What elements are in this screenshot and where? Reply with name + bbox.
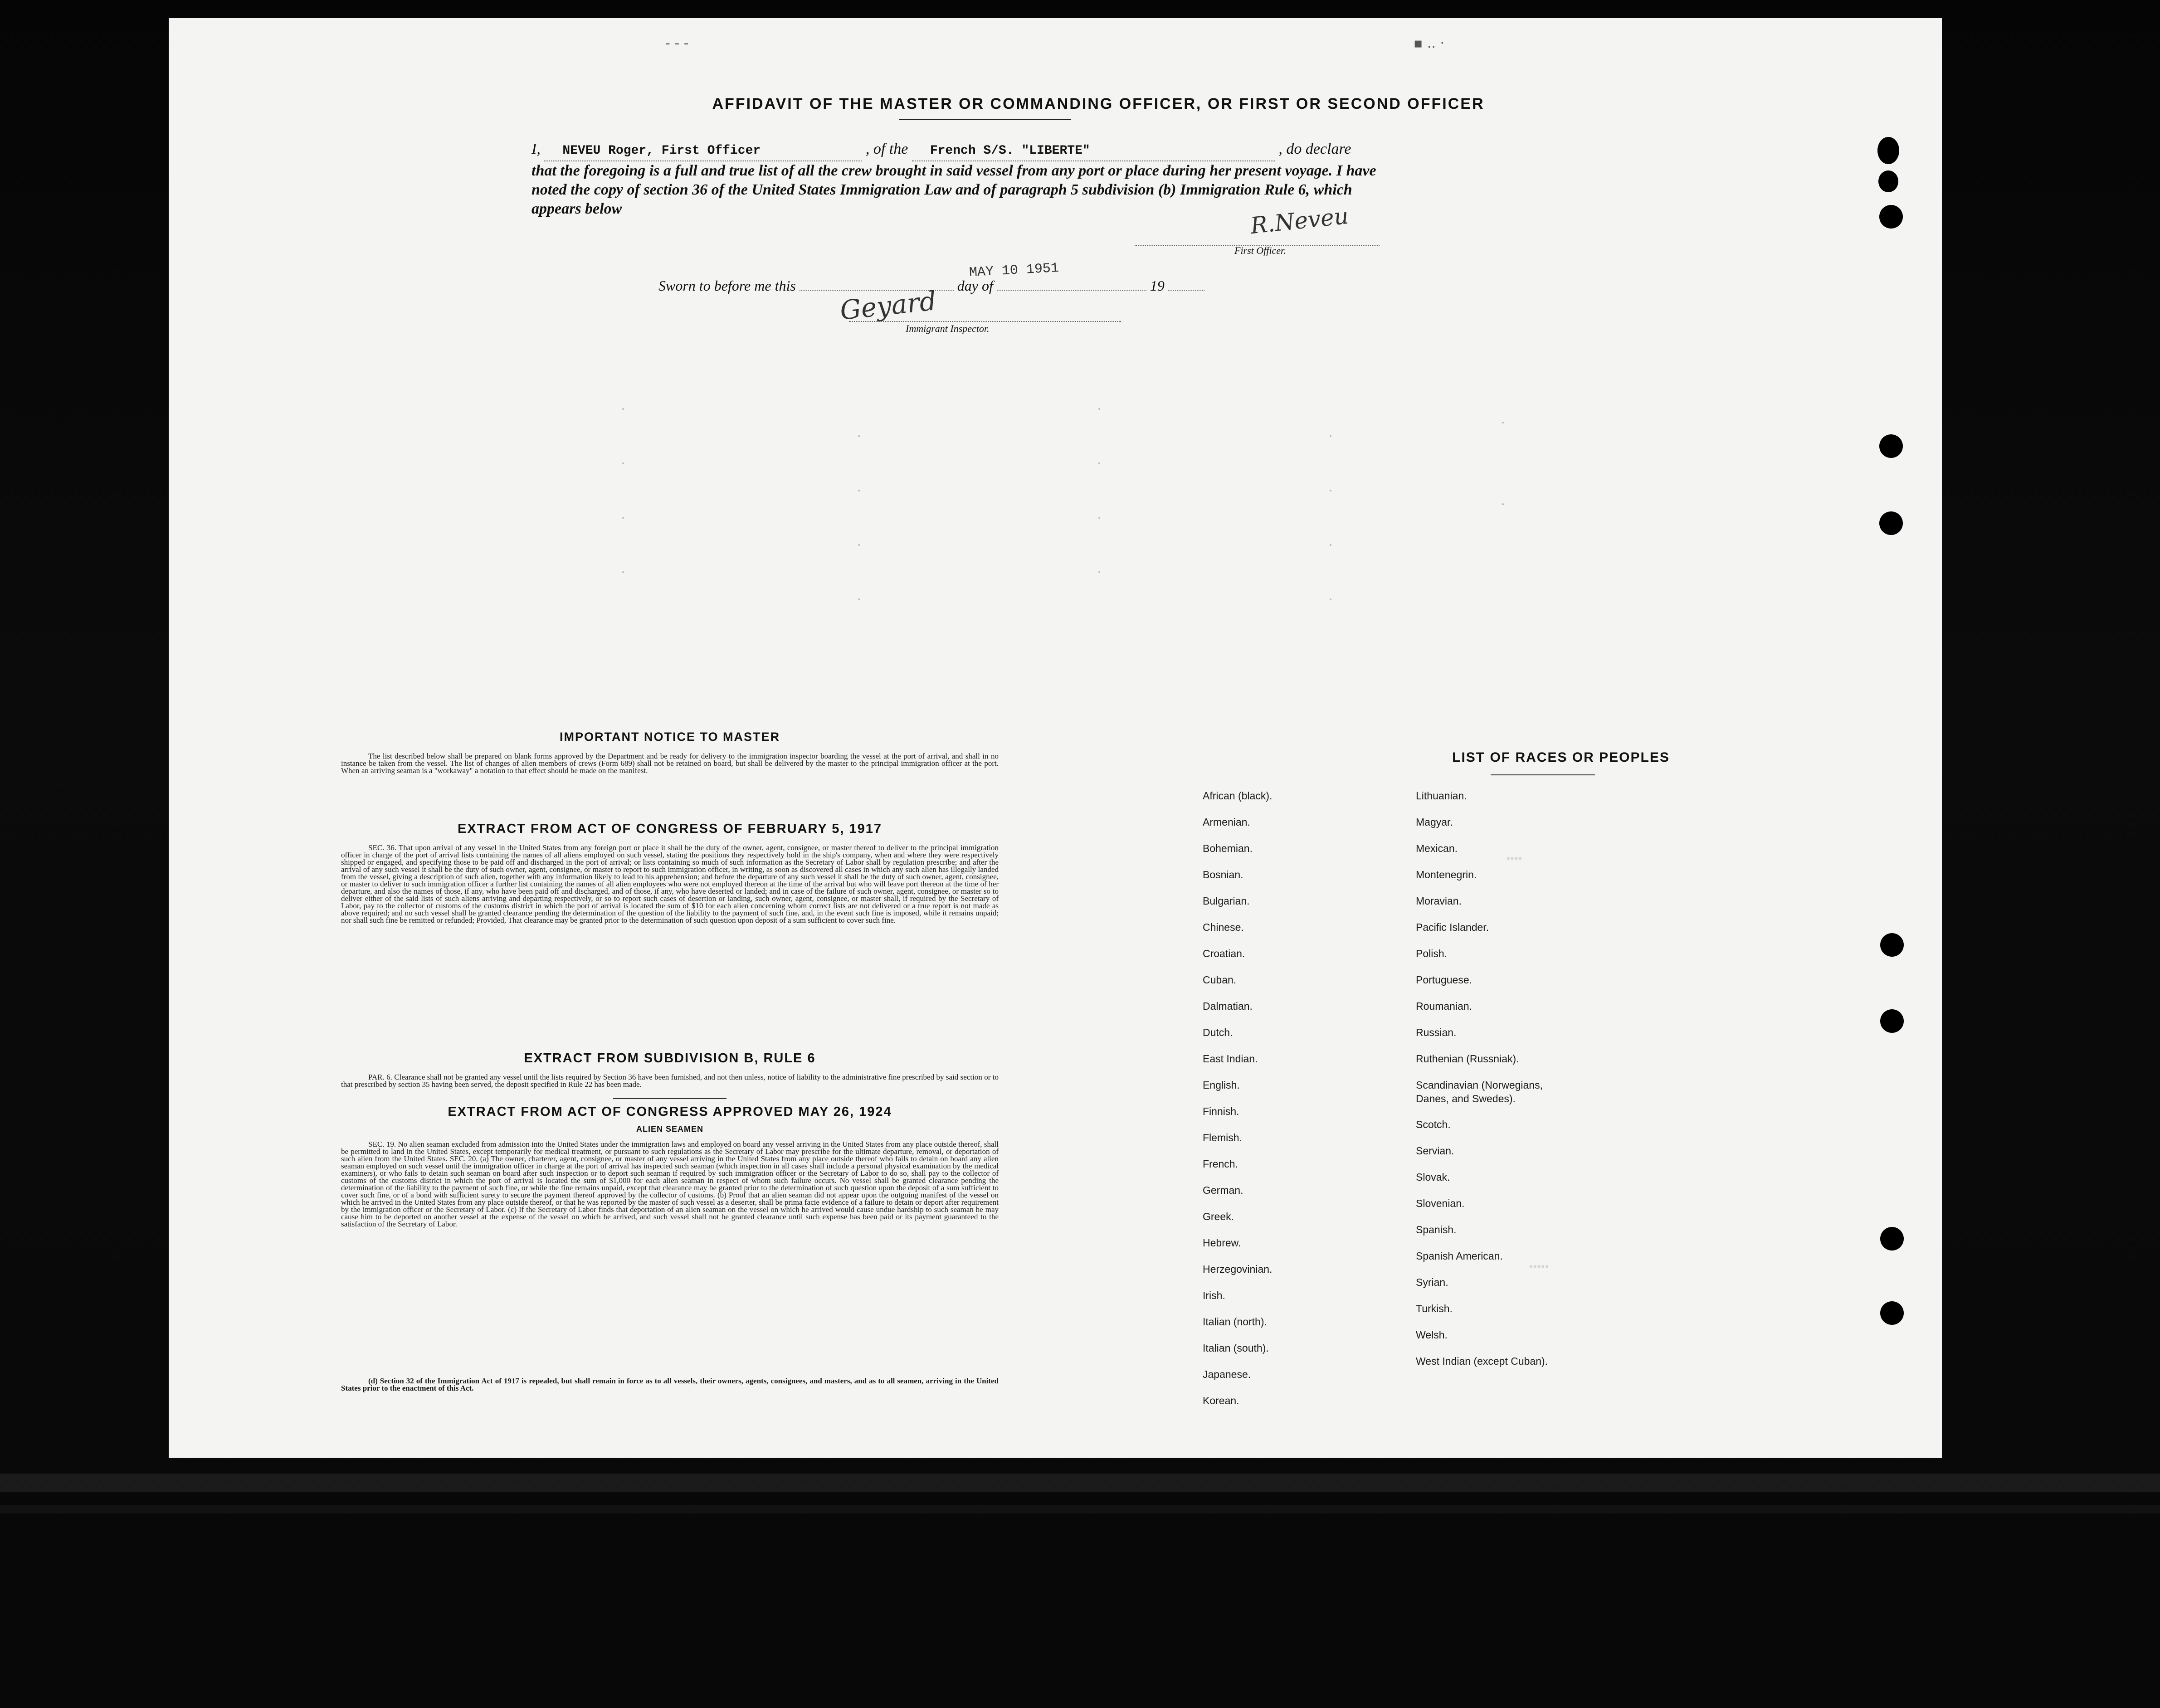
race-entry: Italian (north). [1203,1316,1267,1328]
race-entry: Flemish. [1203,1132,1242,1144]
race-entry: Korean. [1203,1395,1239,1406]
extract-1924-closing: (d) Section 32 of the Immigration Act of 1917 is repealed, but shall remain in force as to all vessels, their owners, agents, consignees, and masters, and as to all seamen, arriving in the United States prior to the enactment of this Act. [341,1377,999,1392]
race-entry: Spanish. [1416,1224,1457,1236]
races-underline [1491,774,1595,775]
film-band [0,1505,2160,1513]
race-entry: Herzegovinian. [1203,1263,1273,1275]
race-entry: Servian. [1416,1145,1454,1157]
affidavit-mid: , of the [865,141,908,157]
race-entry: Bulgarian. [1203,895,1250,907]
bleed-through-text: ▪▪▪▪ [1507,852,1523,864]
race-entry: Polish. [1416,948,1448,959]
race-entry: Scotch. [1416,1119,1451,1130]
notice-title: IMPORTANT NOTICE TO MASTER [560,730,780,744]
race-entry: Scandinavian (Norwegians, Danes, and Swedes). [1416,1079,1543,1105]
race-entry: Armenian. [1203,816,1250,828]
affidavit-suffix: , do declare [1278,141,1351,157]
officer-name-field: NEVEU Roger, First Officer [544,141,862,161]
punch-hole [1880,1227,1904,1251]
punch-hole [1879,511,1903,535]
race-entry: East Indian. [1203,1053,1258,1065]
punch-hole [1878,170,1898,192]
race-entry: Chinese. [1203,921,1244,933]
race-entry: Cuban. [1203,974,1237,986]
race-entry: Dalmatian. [1203,1000,1253,1012]
affidavit-prefix: I, [531,141,541,157]
race-entry: Lithuanian. [1416,790,1467,802]
race-entry: Moravian. [1416,895,1462,907]
punch-hole [1879,434,1903,458]
inspector-signature: Geyard [839,285,938,326]
race-entry: Mexican. [1416,842,1458,854]
affidavit-body [531,140,1380,219]
race-entry: Dutch. [1203,1027,1233,1038]
extract-1924-body: SEC. 19. No alien seaman excluded from admission into the United States under the immigration laws and employed on board any vessel arriving in the United States from any place outside thereof, shall be permitted to land in the United States, except temporarily for medical treatment, or pursuant to such regulations as the Secretary of Labor may prescribe for the ultimate departure, removal, or deportation of such alien from the United States. SEC. 20. (a) The owner, charterer, agent, consignee, or master of any vessel arriving in the United States from any place outside thereof who fails to detain on board any alien seaman employed on such vessel until the immigration officer in charge at the port of arrival has inspected such seaman (which inspection in all cases shall include a personal physical examination by the medical examiners), or who fails to detain such seaman on board after such inspection or to deport such seaman if required by such immigration officer or the Secretary of Labor to do so, shall pay to the collector of customs of the customs district in which the port of arrival is located the sum of $1,000 for each alien seaman in respect of whom such failure occurs. No vessel shall be granted clearance pending the determination of the liability to the payment of such fine, or while the fine remains unpaid, except that clearance may be granted prior to the determination of such question upon the deposit of a sum sufficient to cover such fine, or of a bond with sufficient surety to secure the payment thereof approved by the collector of customs. (b) Proof that an alien seaman did not appear upon the outgoing manifest of the vessel on which he arrived in the United States from any place outside thereof, or that he was reported by the master of such vessel as a deserter, shall be prima facie evidence of a failure to detain or deport after requirement by the immigration officer or the Secretary of Labor. (c) If the Secretary of Labor finds that deportation of an alien seaman on the vessel on which he arrived would cause undue hardship to such seaman he may cause him to be deported on another vessel at the expense of the vessel on which he arrived, and such vessel shall not be granted clearance until such expense has been paid or its payment guaranteed to the satisfaction of the Secretary of Labor. [341,1140,999,1228]
month-blank [997,290,1146,291]
vessel-name-field: French S/S. "LIBERTE" [912,141,1275,161]
day-of-text: day of [957,277,993,294]
extract-1924-subtitle: ALIEN SEAMEN [636,1124,703,1134]
affidavit-title: AFFIDAVIT OF THE MASTER OR COMMANDING OFFICER, OR FIRST OR SECOND OFFICER [712,95,1485,112]
race-entry: Turkish. [1416,1303,1453,1314]
year-blank [1168,290,1204,291]
race-entry: Bohemian. [1203,842,1253,854]
document-sheet [169,18,1942,1458]
race-entry: Japanese. [1203,1368,1251,1380]
title-underline [899,119,1071,120]
bleed-through-text: ▪▪▪▪▪ [1529,1260,1549,1272]
race-entry: African (black). [1203,790,1273,802]
race-entry: Irish. [1203,1290,1225,1301]
punch-hole [1880,1301,1904,1325]
notice-body: The list described below shall be prepared on blank forms approved by the Department and be ready for delivery to the immigration inspector boarding the vessel at the port of arrival, and shall in no instance be taken from the vessel. The list of changes of alien members of crews (Form 689) shall not be retained on board, but shall be delivered by the master to the principal immigration officer at the port. When an arriving seaman is a "workaway" a notation to that effect should be made on the manifest. [341,752,999,775]
punch-hole [1879,205,1903,229]
inspector-line [849,321,1121,322]
race-entry: Pacific Islander. [1416,921,1489,933]
race-entry: English. [1203,1079,1240,1091]
scan-mark: - - - [665,35,689,51]
race-entry: Ruthenian (Russniak). [1416,1053,1519,1065]
sworn-line [658,277,1384,294]
subdivision-title: EXTRACT FROM SUBDIVISION B, RULE 6 [524,1051,816,1066]
race-entry: West Indian (except Cuban). [1416,1355,1548,1367]
race-entry: Welsh. [1416,1329,1448,1341]
punch-hole [1877,137,1899,164]
race-entry: Slovenian. [1416,1197,1465,1209]
officer-label: First Officer. [1234,245,1286,256]
race-entry: Spanish American. [1416,1250,1503,1262]
race-entry: Finnish. [1203,1105,1239,1117]
race-entry: Slovak. [1416,1171,1450,1183]
race-entry: Roumanian. [1416,1000,1473,1012]
subdivision-body: PAR. 6. Clearance shall not be granted any vessel until the lists required by Section 36 have been furnished, and not then unless, notice of liability to the administrative fine prescribed by said section or to that prescribed by section 35 having been served, the deposit specified in Rule 22 has been made. [341,1073,999,1089]
extract-1917-body: SEC. 36. That upon arrival of any vessel in the United States from any foreign port or place it shall be the duty of the owner, agent, consignee, or master thereof to deliver to the principal immigration officer in charge of the port of arrival lists containing the names of all aliens employed on such vessel, stating the positions they respectively hold in the ship's company, when and where they were respectively shipped or engaged, and specifying those to be paid off and discharged in the port of arrival; or lists containing so much of such information as the Secretary of Labor shall by regulation prescribe; and after the arrival of any such vessel it shall be the duty of such owner, agent, consignee, or master to report to such immigration officer, in writing, as soon as discovered all cases in which any such alien has illegally landed from the vessel, giving a description of such alien, together with any information likely to lead to his apprehension; and before the departure of any such vessel it shall be the duty of such owner, agent, consignee, or master to deliver to such immigration officer a further list containing the names of all alien employees who were not employed thereon at the time of the arrival but who will leave port thereon at the time of her departure, and also the names of those, if any, who have been paid off and discharged, and of those, if any, who have deserted or landed; and in case of the failure of such owner, agent, consignee, or master so to deliver either of the said lists of such aliens arriving and departing respectively, or so to report such cases of desertion or landing, such owner, agent, consignee, or master shall, if required by the Secretary of Labor, pay to the collector of customs of the customs district in which the port of arrival is located the sum of $10 for each alien concerning whom correct lists are not delivered or a true report is not made as above required; and no such vessel shall be granted clearance pending the determination of the question of the liability to the payment of such fine, and, in the event such fine is imposed, while it remains unpaid; nor shall such fine be remitted or refunded; Provided, That clearance may be granted prior to the determination of such question upon deposit of a sum sufficient to cover such fine. [341,843,999,925]
inspector-label: Immigrant Inspector. [906,323,990,334]
film-band [0,1474,2160,1492]
bleed-through-marks [622,408,1529,680]
extract-1917-title: EXTRACT FROM ACT OF CONGRESS OF FEBRUARY 5, 1917 [457,822,883,836]
year-prefix: 19 [1150,277,1165,294]
punch-hole [1880,1009,1904,1033]
affidavit-declaration: that the foregoing is a full and true list of all the crew brought in said vessel from any port or place during her present voyage. I have noted the copy of section 36 of the United States Immigration Law and of paragraph 5 subdivision (b) Immigration Rule 6, which appears below [531,162,1376,217]
punch-hole [1880,933,1904,957]
race-entry: Croatian. [1203,948,1245,959]
race-entry: Russian. [1416,1027,1457,1038]
race-entry: Syrian. [1416,1276,1448,1288]
date-stamp: MAY 10 1951 [969,260,1059,281]
officer-signature: R.Neveu [1249,202,1350,239]
sworn-text: Sworn to before me this [658,277,796,294]
races-title: LIST OF RACES OR PEOPLES [1452,750,1670,765]
race-entry: Montenegrin. [1416,869,1477,881]
race-entry: Portuguese. [1416,974,1473,986]
race-entry: Greek. [1203,1211,1234,1222]
race-entry: Bosnian. [1203,869,1243,881]
extract-1924-title: EXTRACT FROM ACT OF CONGRESS APPROVED MAY 26, 1924 [448,1105,892,1119]
race-entry: French. [1203,1158,1238,1170]
scan-mark: ▪ .. · [1414,35,1445,51]
section-divider [613,1098,727,1099]
race-entry: Hebrew. [1203,1237,1241,1249]
race-entry: Magyar. [1416,816,1453,828]
race-entry: Italian (south). [1203,1342,1269,1354]
race-entry: German. [1203,1184,1243,1196]
